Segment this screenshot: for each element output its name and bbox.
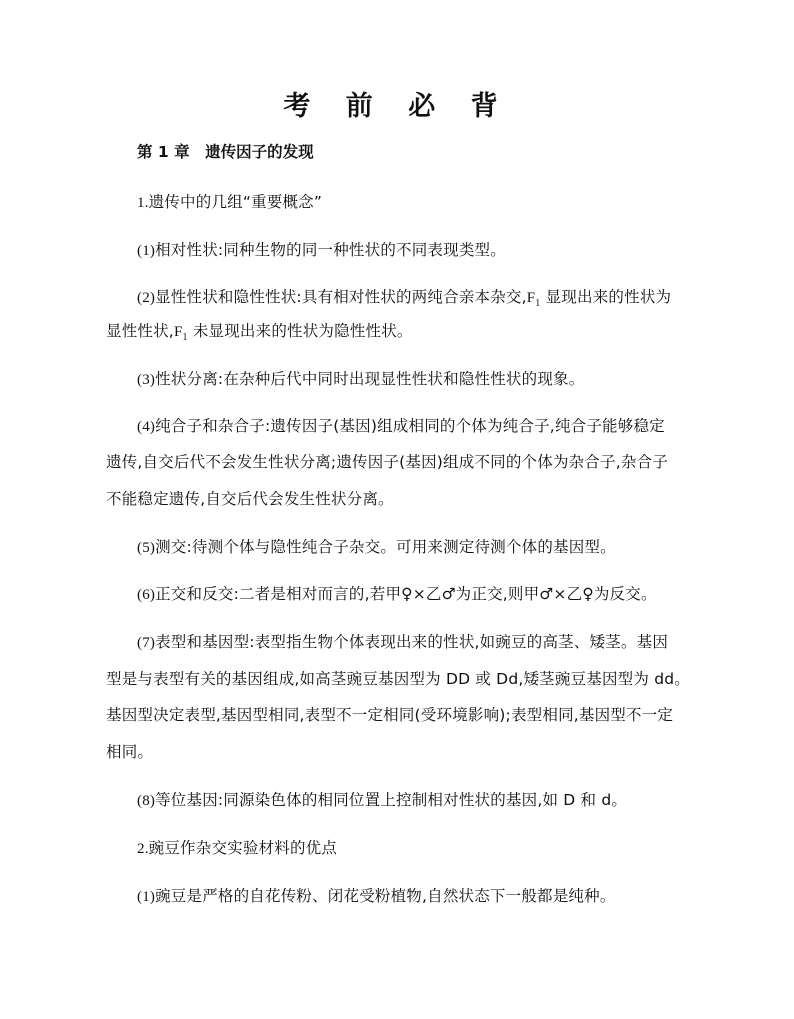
item-number: (8) <box>137 793 156 809</box>
item-text-cont: 显现出来的性状为 <box>540 288 672 306</box>
item-text: 显性性状和隐性性状:具有相对性状的两纯合亲本杂交, <box>155 288 527 306</box>
item-number: (1) <box>137 243 156 259</box>
f1-symbol: F <box>173 324 183 340</box>
item-text: 表型和基因型:表型指生物个体表现出来的性状,如豌豆的高茎、矮茎。基因 <box>155 633 669 651</box>
concept-item-7-line-1 <box>137 630 668 652</box>
item-text: 等位基因:同源染色体的相同位置上控制相对性状的基因,如 D 和 d。 <box>155 791 628 809</box>
f1-subscript: 1 <box>535 298 541 309</box>
concept-item-1 <box>137 238 506 260</box>
item-number: (5) <box>137 540 156 556</box>
concept-item-4-line-3: 不能稳定遗传,自交后代会发生性状分离。 <box>106 490 394 508</box>
page-title: 考 前 必 背 <box>283 91 511 122</box>
item-text: 纯合子和杂合子:遗传因子(基因)组成相同的个体为纯合子,纯合子能够稳定 <box>155 417 665 435</box>
concept-item-8 <box>137 788 627 810</box>
item-number: (4) <box>137 419 156 435</box>
item-text: 正交和反交:二者是相对而言的,若甲♀×乙♂为正交,则甲♂×乙♀为反交。 <box>155 585 657 603</box>
section-number: 2. <box>137 841 149 857</box>
concept-item-2-line-2 <box>106 319 413 343</box>
section-title: 遗传中的几组“重要概念” <box>148 193 323 211</box>
f1-symbol: F <box>526 290 536 306</box>
concept-item-7-line-3: 基因型决定表型,基因型相同,表型不一定相同(受环境影响);表型相同,基因型不一定 <box>106 706 674 724</box>
concept-item-4-line-1 <box>137 414 665 436</box>
concept-item-3 <box>137 367 584 389</box>
chapter-heading: 第 1 章 遗传因子的发现 <box>137 143 314 161</box>
section-title: 豌豆作杂交实验材料的优点 <box>148 839 338 857</box>
item-number: (6) <box>137 587 156 603</box>
item-text-cont: 未显现出来的性状为隐性性状。 <box>187 322 413 340</box>
item-number: (2) <box>137 290 156 306</box>
concept-item-7-line-4: 相同。 <box>106 743 154 761</box>
concept-item-5 <box>137 535 616 557</box>
concept-item-4-line-2: 遗传,自交后代不会发生性状分离;遗传因子(基因)组成不同的个体为杂合子,杂合子 <box>106 453 668 471</box>
item-text: 显性性状, <box>106 322 174 340</box>
concept-item-7-line-2: 型是与表型有关的基因组成,如高茎豌豆基因型为 DD 或 Dd,矮茎豌豆基因型为 dd。 <box>106 670 690 688</box>
advantage-item-1 <box>137 884 616 906</box>
item-text: 测交:待测个体与隐性纯合子杂交。可用来测定待测个体的基因型。 <box>155 538 616 556</box>
section-1-heading <box>137 190 322 212</box>
item-number: (7) <box>137 635 156 651</box>
concept-item-6 <box>137 582 657 604</box>
concept-item-2-line-1 <box>137 285 671 309</box>
section-number: 1. <box>137 195 149 211</box>
section-2-heading <box>137 836 337 858</box>
item-number: (3) <box>137 372 156 388</box>
item-text: 豌豆是严格的自花传粉、闭花受粉植物,自然状态下一般都是纯种。 <box>155 887 616 905</box>
item-text: 性状分离:在杂种后代中同时出现显性性状和隐性性状的现象。 <box>155 370 585 388</box>
item-text: 相对性状:同种生物的同一种性状的不同表现类型。 <box>155 241 506 259</box>
item-number: (1) <box>137 889 156 905</box>
f1-subscript: 1 <box>182 332 188 343</box>
